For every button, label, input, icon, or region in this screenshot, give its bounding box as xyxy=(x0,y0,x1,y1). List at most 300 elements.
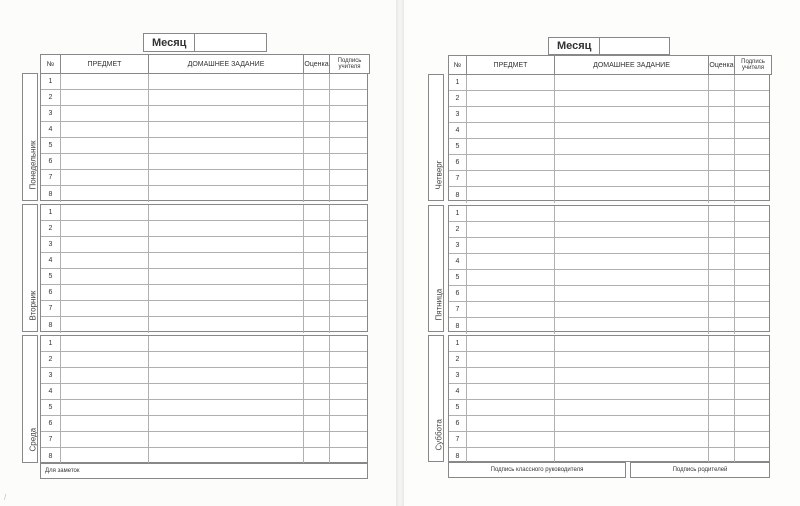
notes-field[interactable] xyxy=(40,463,368,479)
grade-cell[interactable] xyxy=(304,253,330,268)
header-homework: ДОМАШНЕЕ ЗАДАНИЕ xyxy=(149,55,304,73)
lesson-row[interactable] xyxy=(41,301,367,317)
homework-cell[interactable] xyxy=(149,205,304,220)
grade-cell[interactable] xyxy=(709,318,735,334)
day-name: Среда xyxy=(28,427,38,452)
homework-cell[interactable] xyxy=(149,138,304,153)
day-name-cell xyxy=(22,335,38,463)
row-num: 4 xyxy=(41,122,61,137)
homework-cell[interactable] xyxy=(555,318,709,334)
subject-cell[interactable] xyxy=(61,186,149,202)
day-grid xyxy=(40,204,368,332)
subject-cell[interactable] xyxy=(467,75,555,90)
lesson-row[interactable] xyxy=(41,138,367,154)
day-block-wednesday xyxy=(22,335,368,463)
row-num: 7 xyxy=(449,171,467,186)
header-signature-line1: Подпись xyxy=(337,58,362,64)
header-grade: Оценка xyxy=(709,56,735,74)
lesson-row[interactable] xyxy=(41,400,367,416)
table-header xyxy=(40,54,370,74)
header-homework: ДОМАШНЕЕ ЗАДАНИЕ xyxy=(555,56,709,74)
homework-cell[interactable] xyxy=(555,254,709,269)
grade-cell[interactable] xyxy=(304,237,330,252)
homework-cell[interactable] xyxy=(149,317,304,333)
day-name-cell xyxy=(428,74,444,201)
lesson-row[interactable] xyxy=(449,318,769,334)
grade-cell[interactable] xyxy=(304,154,330,169)
grade-cell[interactable] xyxy=(304,400,330,415)
grade-cell[interactable] xyxy=(709,139,735,154)
lesson-row[interactable] xyxy=(41,221,367,237)
grade-cell[interactable] xyxy=(709,352,735,367)
homework-cell[interactable] xyxy=(149,384,304,399)
row-num: 3 xyxy=(41,237,61,252)
homework-cell[interactable] xyxy=(149,269,304,284)
grade-cell[interactable] xyxy=(709,187,735,203)
homework-cell[interactable] xyxy=(555,432,709,447)
homework-cell[interactable] xyxy=(149,221,304,236)
grade-cell[interactable] xyxy=(304,106,330,121)
subject-cell[interactable] xyxy=(467,91,555,106)
lesson-row[interactable] xyxy=(41,368,367,384)
grade-cell[interactable] xyxy=(304,205,330,220)
grade-cell[interactable] xyxy=(709,384,735,399)
signature-cell[interactable] xyxy=(735,254,769,269)
homework-cell[interactable] xyxy=(149,448,304,464)
signature-cell[interactable] xyxy=(330,416,367,431)
subject-cell[interactable] xyxy=(467,155,555,170)
homework-cell[interactable] xyxy=(149,352,304,367)
row-num: 2 xyxy=(449,352,467,367)
signature-cell[interactable] xyxy=(735,187,769,203)
signature-cell[interactable] xyxy=(330,285,367,300)
signature-cell[interactable] xyxy=(330,317,367,333)
lesson-row[interactable] xyxy=(449,123,769,139)
signature-cell[interactable] xyxy=(735,286,769,301)
header-signature xyxy=(330,55,369,73)
subject-cell[interactable] xyxy=(61,205,149,220)
lesson-row[interactable] xyxy=(449,286,769,302)
signature-cell[interactable] xyxy=(330,400,367,415)
lesson-row[interactable] xyxy=(449,75,769,91)
lesson-row[interactable] xyxy=(41,122,367,138)
grade-cell[interactable] xyxy=(709,400,735,415)
grade-cell[interactable] xyxy=(709,336,735,351)
homework-cell[interactable] xyxy=(555,171,709,186)
signature-cell[interactable] xyxy=(735,270,769,285)
homework-cell[interactable] xyxy=(149,154,304,169)
homework-cell[interactable] xyxy=(149,237,304,252)
subject-cell[interactable] xyxy=(467,123,555,138)
homework-cell[interactable] xyxy=(149,74,304,89)
lesson-row[interactable] xyxy=(449,206,769,222)
lesson-row[interactable] xyxy=(41,416,367,432)
signature-cell[interactable] xyxy=(735,206,769,221)
homework-cell[interactable] xyxy=(149,416,304,431)
grade-cell[interactable] xyxy=(304,74,330,89)
subject-cell[interactable] xyxy=(467,139,555,154)
grade-cell[interactable] xyxy=(304,384,330,399)
lesson-row[interactable] xyxy=(449,302,769,318)
lesson-row[interactable] xyxy=(41,74,367,90)
subject-cell[interactable] xyxy=(61,74,149,89)
homework-cell[interactable] xyxy=(149,432,304,447)
homework-cell[interactable] xyxy=(149,122,304,137)
grade-cell[interactable] xyxy=(709,416,735,431)
corner-mark: / xyxy=(4,493,7,502)
homework-cell[interactable] xyxy=(555,352,709,367)
grade-cell[interactable] xyxy=(709,75,735,90)
signature-cell[interactable] xyxy=(330,352,367,367)
subject-cell[interactable] xyxy=(467,302,555,317)
subject-cell[interactable] xyxy=(61,432,149,447)
homework-cell[interactable] xyxy=(555,206,709,221)
signature-cell[interactable] xyxy=(330,432,367,447)
grade-cell[interactable] xyxy=(709,206,735,221)
signature-cell[interactable] xyxy=(330,106,367,121)
lesson-row[interactable] xyxy=(41,106,367,122)
row-num: 6 xyxy=(449,416,467,431)
grade-cell[interactable] xyxy=(304,368,330,383)
header-signature xyxy=(735,56,771,74)
grade-cell[interactable] xyxy=(304,221,330,236)
signature-cell[interactable] xyxy=(330,221,367,236)
lesson-row[interactable] xyxy=(41,170,367,186)
signature-cell[interactable] xyxy=(735,400,769,415)
lesson-row[interactable] xyxy=(41,448,367,464)
grade-cell[interactable] xyxy=(304,432,330,447)
right-page xyxy=(404,0,800,506)
lesson-row[interactable] xyxy=(449,238,769,254)
subject-cell[interactable] xyxy=(61,90,149,105)
row-num: 8 xyxy=(41,448,61,464)
row-num: 4 xyxy=(449,123,467,138)
lesson-row[interactable] xyxy=(449,368,769,384)
subject-cell[interactable] xyxy=(467,206,555,221)
signature-cell[interactable] xyxy=(735,352,769,367)
month-input-box[interactable] xyxy=(195,34,266,51)
signature-cell[interactable] xyxy=(330,170,367,185)
row-num: 6 xyxy=(449,155,467,170)
lesson-row[interactable] xyxy=(449,352,769,368)
lesson-row[interactable] xyxy=(449,91,769,107)
subject-cell[interactable] xyxy=(467,254,555,269)
homework-cell[interactable] xyxy=(555,286,709,301)
subject-cell[interactable] xyxy=(467,171,555,186)
row-num: 5 xyxy=(41,269,61,284)
grade-cell[interactable] xyxy=(709,432,735,447)
header-signature-line2: учителя xyxy=(338,64,361,70)
signature-cell[interactable] xyxy=(330,138,367,153)
homework-cell[interactable] xyxy=(555,123,709,138)
subject-cell[interactable] xyxy=(61,384,149,399)
parents-signature-field[interactable] xyxy=(630,462,770,478)
signature-cell[interactable] xyxy=(735,416,769,431)
lesson-row[interactable] xyxy=(41,237,367,253)
signature-cell[interactable] xyxy=(735,155,769,170)
lesson-row[interactable] xyxy=(41,186,367,202)
homework-cell[interactable] xyxy=(555,384,709,399)
row-num: 4 xyxy=(41,384,61,399)
grade-cell[interactable] xyxy=(709,368,735,383)
subject-cell[interactable] xyxy=(467,400,555,415)
subject-cell[interactable] xyxy=(61,416,149,431)
homework-cell[interactable] xyxy=(149,253,304,268)
signature-cell[interactable] xyxy=(735,432,769,447)
grade-cell[interactable] xyxy=(709,286,735,301)
grade-cell[interactable] xyxy=(304,352,330,367)
subject-cell[interactable] xyxy=(467,352,555,367)
class-teacher-signature-field[interactable] xyxy=(448,462,626,478)
signature-cell[interactable] xyxy=(735,238,769,253)
signature-cell[interactable] xyxy=(330,237,367,252)
subject-cell[interactable] xyxy=(61,221,149,236)
homework-cell[interactable] xyxy=(555,139,709,154)
grade-cell[interactable] xyxy=(709,222,735,237)
header-num: № xyxy=(449,56,467,74)
subject-cell[interactable] xyxy=(61,122,149,137)
homework-cell[interactable] xyxy=(555,270,709,285)
lesson-row[interactable] xyxy=(41,90,367,106)
grade-cell[interactable] xyxy=(304,269,330,284)
subject-cell[interactable] xyxy=(61,336,149,351)
homework-cell[interactable] xyxy=(149,368,304,383)
subject-cell[interactable] xyxy=(467,432,555,447)
grade-cell[interactable] xyxy=(304,285,330,300)
lesson-row[interactable] xyxy=(449,222,769,238)
lesson-row[interactable] xyxy=(41,352,367,368)
lesson-row[interactable] xyxy=(449,107,769,123)
lesson-row[interactable] xyxy=(449,254,769,270)
lesson-row[interactable] xyxy=(449,416,769,432)
day-name: Вторник xyxy=(28,290,38,321)
homework-cell[interactable] xyxy=(555,107,709,122)
grade-cell[interactable] xyxy=(304,301,330,316)
signature-cell[interactable] xyxy=(330,74,367,89)
day-block-monday xyxy=(22,73,368,201)
lesson-row[interactable] xyxy=(449,155,769,171)
homework-cell[interactable] xyxy=(555,155,709,170)
lesson-row[interactable] xyxy=(449,139,769,155)
subject-cell[interactable] xyxy=(61,269,149,284)
grade-cell[interactable] xyxy=(709,254,735,269)
lesson-row[interactable] xyxy=(41,154,367,170)
grade-cell[interactable] xyxy=(709,155,735,170)
homework-cell[interactable] xyxy=(555,91,709,106)
lesson-row[interactable] xyxy=(41,269,367,285)
subject-cell[interactable] xyxy=(467,416,555,431)
row-num: 4 xyxy=(449,254,467,269)
homework-cell[interactable] xyxy=(149,301,304,316)
row-num: 4 xyxy=(41,253,61,268)
grade-cell[interactable] xyxy=(304,170,330,185)
subject-cell[interactable] xyxy=(61,237,149,252)
grade-cell[interactable] xyxy=(709,270,735,285)
signature-cell[interactable] xyxy=(330,122,367,137)
grade-cell[interactable] xyxy=(709,123,735,138)
lesson-row[interactable] xyxy=(449,384,769,400)
subject-cell[interactable] xyxy=(467,270,555,285)
subject-cell[interactable] xyxy=(467,368,555,383)
subject-cell[interactable] xyxy=(61,301,149,316)
subject-cell[interactable] xyxy=(467,318,555,334)
row-num: 1 xyxy=(449,75,467,90)
signature-cell[interactable] xyxy=(330,90,367,105)
signature-cell[interactable] xyxy=(330,336,367,351)
grade-cell[interactable] xyxy=(709,302,735,317)
homework-cell[interactable] xyxy=(555,302,709,317)
homework-cell[interactable] xyxy=(555,416,709,431)
grade-cell[interactable] xyxy=(709,91,735,106)
signature-cell[interactable] xyxy=(735,123,769,138)
class-teacher-signature-label: Подпись классного руководителя xyxy=(490,467,584,473)
lesson-row[interactable] xyxy=(41,336,367,352)
day-name: Суббота xyxy=(434,419,444,451)
signature-cell[interactable] xyxy=(735,302,769,317)
subject-cell[interactable] xyxy=(61,317,149,333)
homework-cell[interactable] xyxy=(149,186,304,202)
signature-cell[interactable] xyxy=(330,205,367,220)
subject-cell[interactable] xyxy=(61,106,149,121)
day-block-tuesday xyxy=(22,204,368,332)
grade-cell[interactable] xyxy=(304,122,330,137)
homework-cell[interactable] xyxy=(555,400,709,415)
grade-cell[interactable] xyxy=(304,448,330,464)
signature-cell[interactable] xyxy=(330,269,367,284)
subject-cell[interactable] xyxy=(467,107,555,122)
day-name: Четверг xyxy=(434,160,444,190)
row-num: 5 xyxy=(449,139,467,154)
signature-cell[interactable] xyxy=(330,448,367,464)
lesson-row[interactable] xyxy=(449,400,769,416)
lesson-row[interactable] xyxy=(449,270,769,286)
row-num: 5 xyxy=(449,400,467,415)
subject-cell[interactable] xyxy=(467,286,555,301)
subject-cell[interactable] xyxy=(467,187,555,203)
signature-cell[interactable] xyxy=(735,107,769,122)
day-block-thursday xyxy=(428,74,770,201)
day-name: Понедельник xyxy=(28,140,38,190)
subject-cell[interactable] xyxy=(61,368,149,383)
signature-cell[interactable] xyxy=(735,75,769,90)
homework-cell[interactable] xyxy=(149,336,304,351)
row-num: 6 xyxy=(449,286,467,301)
grade-cell[interactable] xyxy=(304,336,330,351)
lesson-row[interactable] xyxy=(41,384,367,400)
signature-cell[interactable] xyxy=(735,91,769,106)
grade-cell[interactable] xyxy=(304,90,330,105)
month-field xyxy=(143,33,267,52)
subject-cell[interactable] xyxy=(467,222,555,237)
lesson-row[interactable] xyxy=(41,432,367,448)
subject-cell[interactable] xyxy=(467,238,555,253)
subject-cell[interactable] xyxy=(61,170,149,185)
homework-cell[interactable] xyxy=(149,106,304,121)
subject-cell[interactable] xyxy=(467,384,555,399)
book-spine xyxy=(396,0,404,506)
day-name-cell xyxy=(22,73,38,201)
subject-cell[interactable] xyxy=(61,352,149,367)
row-num: 2 xyxy=(41,352,61,367)
signature-cell[interactable] xyxy=(735,384,769,399)
row-num: 7 xyxy=(41,301,61,316)
homework-cell[interactable] xyxy=(555,336,709,351)
day-name-cell xyxy=(428,335,444,462)
homework-cell[interactable] xyxy=(555,187,709,203)
signature-cell[interactable] xyxy=(330,154,367,169)
header-signature-line1: Подпись xyxy=(741,59,765,65)
grade-cell[interactable] xyxy=(709,171,735,186)
day-name-cell xyxy=(428,205,444,332)
subject-cell[interactable] xyxy=(61,448,149,464)
row-num: 7 xyxy=(41,170,61,185)
subject-cell[interactable] xyxy=(467,336,555,351)
signature-cell[interactable] xyxy=(330,301,367,316)
homework-cell[interactable] xyxy=(149,400,304,415)
lesson-row[interactable] xyxy=(449,432,769,448)
grade-cell[interactable] xyxy=(304,317,330,333)
homework-cell[interactable] xyxy=(555,238,709,253)
homework-cell[interactable] xyxy=(555,368,709,383)
subject-cell[interactable] xyxy=(61,400,149,415)
notes-label: Для заметок xyxy=(45,468,80,474)
row-num: 1 xyxy=(41,205,61,220)
lesson-row[interactable] xyxy=(449,336,769,352)
signature-cell[interactable] xyxy=(735,139,769,154)
signature-cell[interactable] xyxy=(735,368,769,383)
subject-cell[interactable] xyxy=(61,285,149,300)
day-block-friday xyxy=(428,205,770,332)
grade-cell[interactable] xyxy=(304,416,330,431)
row-num: 3 xyxy=(449,107,467,122)
homework-cell[interactable] xyxy=(555,222,709,237)
row-num: 3 xyxy=(41,106,61,121)
lesson-row[interactable] xyxy=(41,285,367,301)
homework-cell[interactable] xyxy=(149,90,304,105)
lesson-row[interactable] xyxy=(41,205,367,221)
lesson-row[interactable] xyxy=(449,171,769,187)
lesson-row[interactable] xyxy=(449,187,769,203)
grade-cell[interactable] xyxy=(709,107,735,122)
signature-cell[interactable] xyxy=(735,318,769,334)
day-grid xyxy=(448,335,770,462)
day-grid xyxy=(448,205,770,332)
signature-cell[interactable] xyxy=(330,384,367,399)
signature-cell[interactable] xyxy=(330,368,367,383)
signature-cell[interactable] xyxy=(735,222,769,237)
grade-cell[interactable] xyxy=(709,238,735,253)
subject-cell[interactable] xyxy=(61,154,149,169)
table-header xyxy=(448,55,772,75)
signature-cell[interactable] xyxy=(330,186,367,202)
row-num: 1 xyxy=(449,206,467,221)
month-input-box[interactable] xyxy=(600,38,669,54)
signature-cell[interactable] xyxy=(330,253,367,268)
homework-cell[interactable] xyxy=(149,285,304,300)
homework-cell[interactable] xyxy=(149,170,304,185)
lesson-row[interactable] xyxy=(41,253,367,269)
subject-cell[interactable] xyxy=(61,253,149,268)
row-num: 2 xyxy=(41,90,61,105)
grade-cell[interactable] xyxy=(304,186,330,202)
signature-cell[interactable] xyxy=(735,336,769,351)
row-num: 2 xyxy=(41,221,61,236)
grade-cell[interactable] xyxy=(304,138,330,153)
subject-cell[interactable] xyxy=(61,138,149,153)
lesson-row[interactable] xyxy=(41,317,367,333)
signature-cell[interactable] xyxy=(735,171,769,186)
homework-cell[interactable] xyxy=(555,75,709,90)
